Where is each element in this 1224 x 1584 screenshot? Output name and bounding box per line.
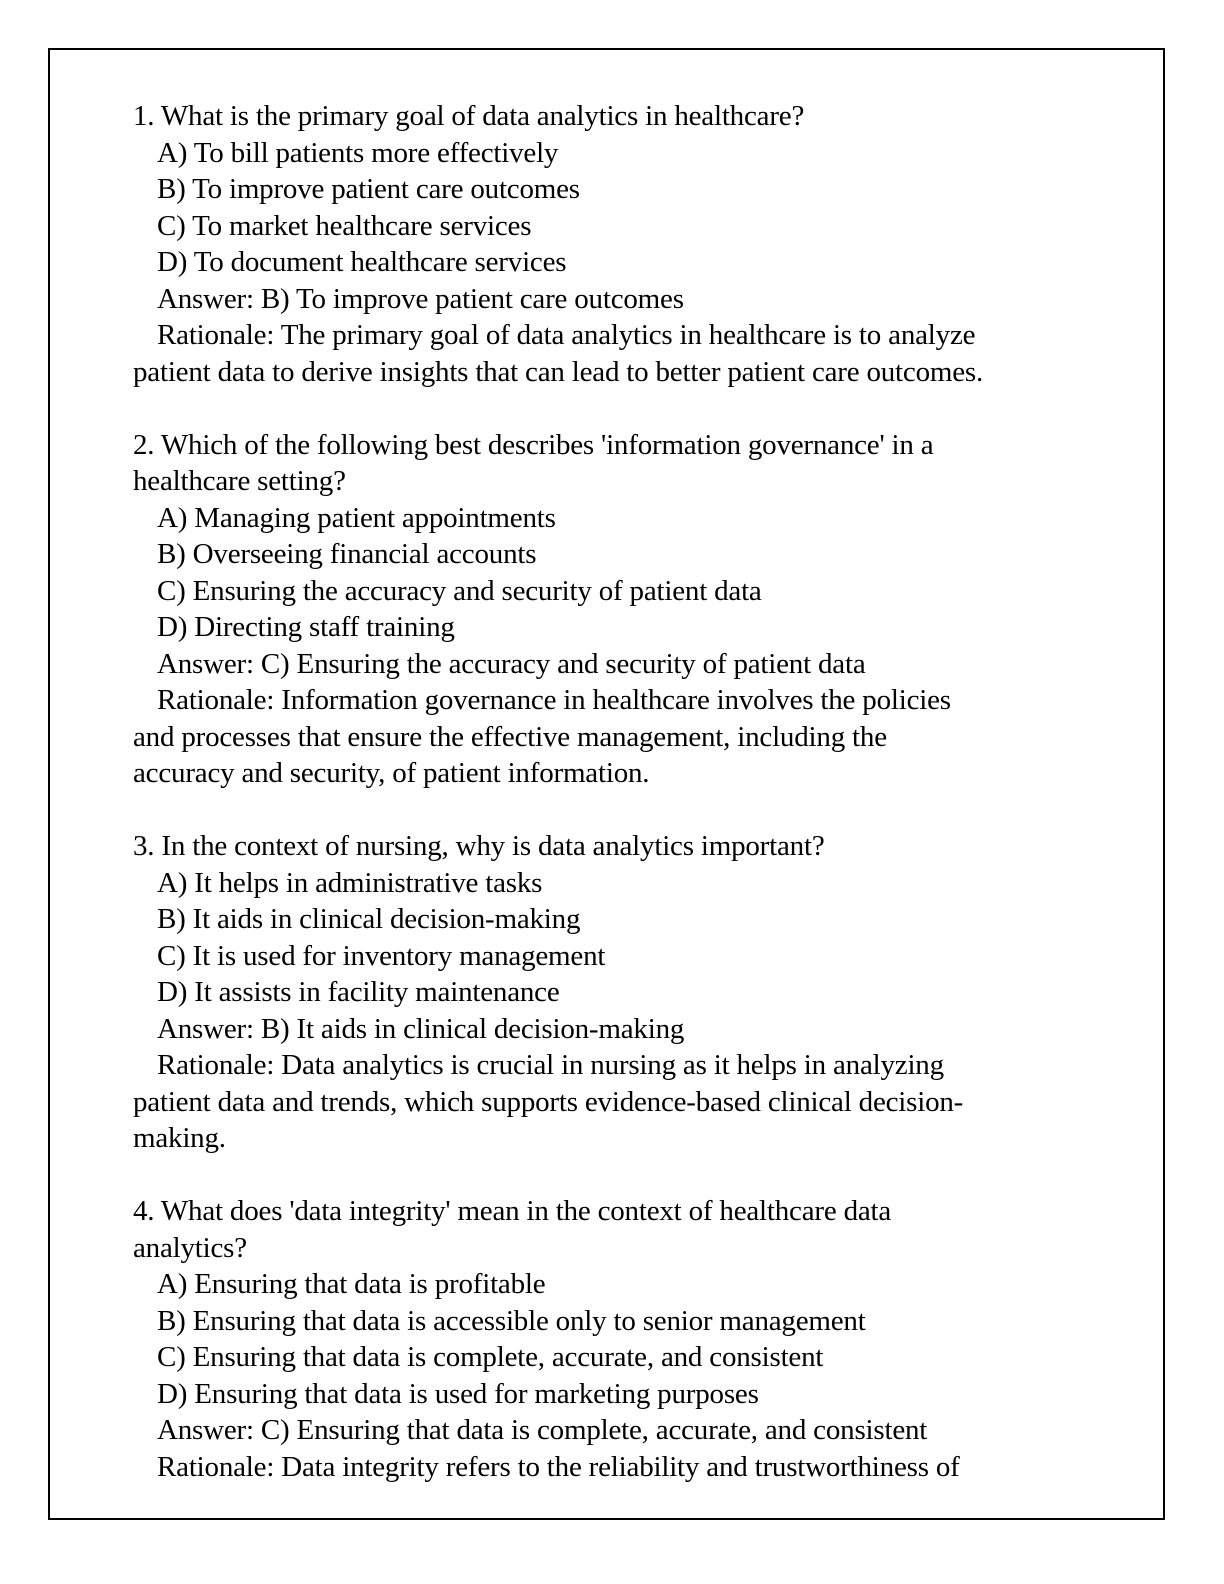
rationale-line: patient data to derive insights that can lead to better patient care outcomes. xyxy=(133,355,984,388)
question-1 xyxy=(133,98,1143,390)
rationale-line: and processes that ensure the effective management, including the xyxy=(133,720,887,753)
question-stem: 3. In the context of nursing, why is data analytics important? xyxy=(133,830,825,862)
question-stem: 1. What is the primary goal of data analytics in healthcare? xyxy=(133,100,805,132)
answer: Answer: B) To improve patient care outcomes xyxy=(157,282,684,315)
rationale-line: making. xyxy=(133,1122,226,1154)
option-a: A) Managing patient appointments xyxy=(157,501,556,534)
answer: Answer: B) It aids in clinical decision-making xyxy=(157,1012,685,1045)
rationale-line: patient data and trends, which supports evidence-based clinical decision- xyxy=(133,1085,964,1118)
rationale-line: Rationale: Data analytics is crucial in nursing as it helps in analyzing xyxy=(157,1049,944,1081)
option-d: D) Ensuring that data is used for marketing purposes xyxy=(157,1377,759,1410)
option-c: C) Ensuring that data is complete, accurate, and consistent xyxy=(157,1341,824,1373)
option-b: B) To improve patient care outcomes xyxy=(157,173,580,205)
rationale-line: Rationale: The primary goal of data analytics in healthcare is to analyze xyxy=(157,319,976,351)
answer: Answer: C) Ensuring the accuracy and security of patient data xyxy=(157,647,866,680)
rationale-line: Rationale: Information governance in healthcare involves the policies xyxy=(157,684,951,716)
option-c: C) Ensuring the accuracy and security of patient data xyxy=(157,574,762,607)
option-b: B) It aids in clinical decision-making xyxy=(157,903,581,935)
question-stem: analytics? xyxy=(133,1231,247,1264)
option-b: B) Overseeing financial accounts xyxy=(157,538,537,570)
question-stem: healthcare setting? xyxy=(133,465,346,497)
question-2 xyxy=(133,427,1143,792)
option-b: B) Ensuring that data is accessible only to senior management xyxy=(157,1304,866,1337)
question-stem: 4. What does 'data integrity' mean in the context of healthcare data xyxy=(133,1195,892,1227)
rationale-line: Rationale: Data integrity refers to the reliability and trustworthiness of xyxy=(157,1450,960,1483)
answer: Answer: C) Ensuring that data is complete, accurate, and consistent xyxy=(157,1414,928,1446)
option-d: D) To document healthcare services xyxy=(157,246,567,278)
option-a: A) It helps in administrative tasks xyxy=(157,866,543,899)
document-content xyxy=(133,98,1143,1522)
option-a: A) To bill patients more effectively xyxy=(157,136,559,169)
option-d: D) Directing staff training xyxy=(157,611,455,643)
option-a: A) Ensuring that data is profitable xyxy=(157,1268,546,1300)
question-3 xyxy=(133,828,1143,1157)
question-4 xyxy=(133,1193,1143,1485)
option-c: C) To market healthcare services xyxy=(157,209,532,242)
rationale-line: accuracy and security, of patient information. xyxy=(133,757,650,789)
question-stem: 2. Which of the following best describes 'information governance' in a xyxy=(133,428,934,461)
option-d: D) It assists in facility maintenance xyxy=(157,976,560,1008)
option-c: C) It is used for inventory management xyxy=(157,939,606,972)
